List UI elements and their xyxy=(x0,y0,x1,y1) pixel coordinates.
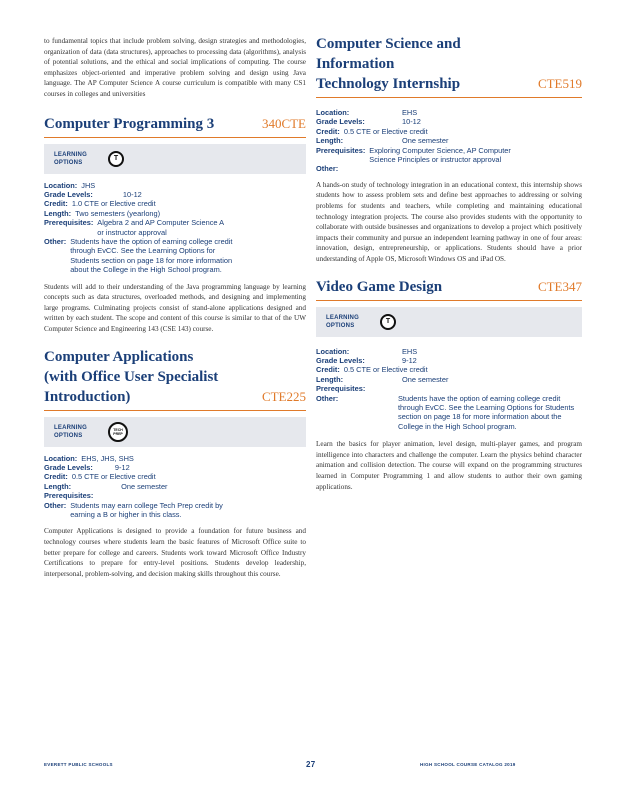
credit-label: Credit: xyxy=(316,126,340,136)
location-label: Location: xyxy=(44,453,78,463)
course-info xyxy=(316,108,582,174)
intro-paragraph: to fundamental topics that include problem solving, design strategies and methodologies, organization of data (data structures), approaches to processing data (algorithms), analysis of potential solutions, and the ethical and social implications of computing. The course emphasizes object-oriented and imperative problem solving and design using Java language. The AP Computer Science A course curriculum is compatible with many CS1 courses in colleges and universities xyxy=(44,37,306,98)
prereq-label: Prerequisites: xyxy=(44,218,94,228)
other-label: Other: xyxy=(316,393,339,403)
other-value: Students have the option of earning college credit through EvCC. See the Learning Options for Students section on page 18 for more information about the College in the High School program. xyxy=(70,237,233,275)
grade-value: 10-12 xyxy=(122,189,142,199)
credit-value: 0.5 CTE or Elective credit xyxy=(343,126,428,136)
prereq-value xyxy=(365,384,369,393)
course-title-line: Introduction) xyxy=(44,388,131,405)
credit-label: Credit: xyxy=(44,199,68,209)
course-title-line: (with Office User Specialist xyxy=(44,368,219,385)
other-value: Students may earn college Tech Prep credit by earning a B or higher in this class. xyxy=(70,500,223,520)
credit-value: 0.5 CTE or Elective credit xyxy=(71,472,156,482)
course-ca xyxy=(44,347,306,580)
grade-value: 9-12 xyxy=(114,463,130,472)
course-description: A hands-on study of technology integration in an educational context, this internship shows students how to assess problem sets and define best approaches to addressing or solving problems for students and teachers, while completing and maintaining educational technology integration projects. The course also provides students with the opportunity to collaborate with outside businesses and organizations to develop a project which positively impacts their community and pursue an independent learning pathway in one of four areas: innovation, design, entrepreneurship, or applications. Students should have a prior understanding of Apple OS, Microsoft Windows OS and iPad OS. xyxy=(316,180,582,263)
grade-value: 10-12 xyxy=(402,117,421,127)
other-value xyxy=(338,164,342,173)
length-label: Length: xyxy=(316,374,344,384)
course-description: Learn the basics for player animation, level design, multi-player games, and program intelligence into characters and challenge the computer. Learn the physics behind character animation and collision detection. The course will expand on the programming structures learned in Computer Programming 1 and allow students to author their own gaming applications. xyxy=(316,440,582,491)
left-column xyxy=(44,0,306,579)
course-cp3 xyxy=(44,114,306,335)
learning-options-label: LEARNING OPTIONS xyxy=(54,424,87,439)
length-value: One semester xyxy=(402,136,449,146)
prereq-value: Algebra 2 and AP Computer Science A or instructor approval xyxy=(97,218,224,237)
learning-options-box xyxy=(44,417,306,447)
course-title: Video Game Design xyxy=(316,278,443,295)
college-credit-icon: T xyxy=(380,314,396,330)
other-label: Other: xyxy=(316,164,339,174)
course-csit-header xyxy=(316,34,582,98)
prereq-value xyxy=(93,491,97,500)
grade-label: Grade Levels: xyxy=(316,117,365,127)
grade-label: Grade Levels: xyxy=(44,463,93,472)
course-vgd-header xyxy=(316,277,582,301)
course-description: Students will add to their understanding of the Java programming language by learning concepts such as data structures, overloaded methods, and designing and implementing large programs. Culminating projects consist of stand-alone applications designed and written by each student. The scope and content of this course is similar to that of the UW Computer Science and Engineering 143 (CSE 143) course. xyxy=(44,282,306,333)
prereq-label: Prerequisites: xyxy=(316,145,366,155)
course-description: Computer Applications is designed to provide a foundation for future business and technology courses where students learn the basic features of Microsoft Office suite to better prepare for college and careers. Students work toward Microsoft Office Industry Certifications to prepare for entry-level positions. Students develop leadership, interpersonal, problem-solving, and decision making skills throughout this course. xyxy=(44,527,306,578)
prereq-label: Prerequisites: xyxy=(316,384,366,394)
length-label: Length: xyxy=(44,208,72,218)
credit-value: 0.5 CTE or Elective credit xyxy=(343,365,428,375)
course-code: CTE225 xyxy=(261,388,306,404)
course-title xyxy=(316,34,538,94)
footer-left-text: EVERETT PUBLIC SCHOOLS xyxy=(44,762,113,767)
course-title xyxy=(44,347,218,407)
location-label: Location: xyxy=(316,108,350,117)
course-title: Computer Programming 3 xyxy=(44,115,215,132)
location-label: Location: xyxy=(316,346,350,356)
page-number: 27 xyxy=(306,760,316,769)
footer-right-text: HIGH SCHOOL COURSE CATALOG 2019 xyxy=(420,762,516,767)
course-title-line: Technology Internship xyxy=(316,76,461,92)
course-csit xyxy=(316,34,582,265)
course-code: 340CTE xyxy=(261,115,306,131)
location-label: Location: xyxy=(44,180,78,190)
learning-options-label: LEARNING OPTIONS xyxy=(54,151,87,166)
course-info xyxy=(44,181,306,275)
length-value: One semester xyxy=(121,481,168,491)
grade-label: Grade Levels: xyxy=(44,189,93,199)
other-label: Other: xyxy=(44,500,67,510)
other-value: Students have the option of earning college credit through EvCC. See the Learning Options for Students section on page 18 for more information about the College in the High School program. xyxy=(398,393,575,431)
learning-options-label: LEARNING OPTIONS xyxy=(326,314,359,329)
credit-label: Credit: xyxy=(44,472,68,482)
location-value: EHS xyxy=(402,346,418,356)
tech-prep-icon: TECH PREP xyxy=(108,422,128,442)
right-column xyxy=(316,0,582,492)
credit-value: 1.0 CTE or Elective credit xyxy=(71,199,156,209)
college-credit-icon: T xyxy=(108,151,124,167)
learning-options-box xyxy=(316,307,582,337)
grade-value: 9-12 xyxy=(402,356,417,365)
prereq-label: Prerequisites: xyxy=(44,491,94,501)
length-label: Length: xyxy=(316,136,344,146)
course-title-line: Computer Science and Information xyxy=(316,36,461,72)
grade-label: Grade Levels: xyxy=(316,356,365,365)
course-info xyxy=(316,347,582,432)
course-title-line: Computer Applications xyxy=(44,348,194,365)
learning-options-box xyxy=(44,144,306,174)
course-code: CTE519 xyxy=(537,76,582,91)
course-vgd xyxy=(316,277,582,493)
course-ca-header xyxy=(44,347,306,411)
length-value: One semester xyxy=(402,374,449,384)
location-value: EHS xyxy=(402,108,418,117)
length-label: Length: xyxy=(44,481,72,491)
course-code: CTE347 xyxy=(537,278,582,294)
course-info xyxy=(44,454,306,520)
credit-label: Credit: xyxy=(316,365,340,375)
other-label: Other: xyxy=(44,237,67,246)
prereq-value: Exploring Computer Science, AP Computer Science Principles or instructor approval xyxy=(369,145,511,165)
course-cp3-header xyxy=(44,114,306,138)
location-value: EHS, JHS, SHS xyxy=(81,453,134,463)
length-value: Two semesters (yearlong) xyxy=(75,208,161,218)
location-value: JHS xyxy=(81,180,96,190)
